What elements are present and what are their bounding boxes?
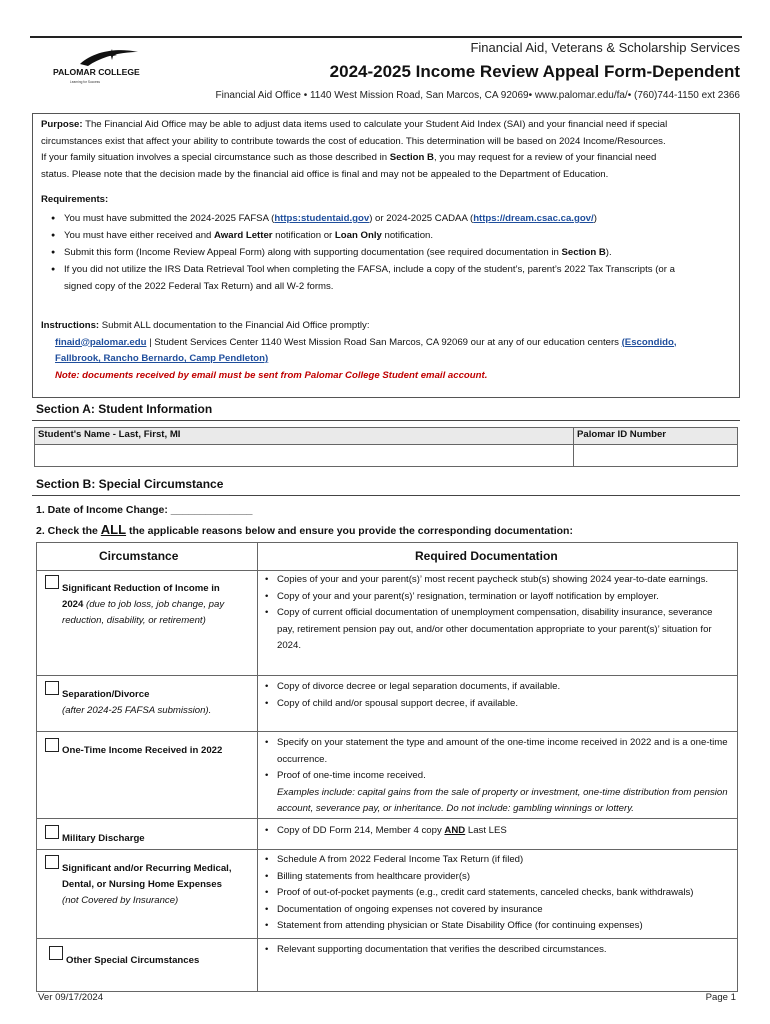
column-divider — [257, 543, 258, 991]
circumstance-header: Circumstance — [99, 549, 179, 563]
header-rule — [30, 36, 742, 38]
medical-expenses-label: Significant and/or Recurring Medical, Dental, or Nursing Home Expenses (not Covered by Insurance) — [62, 863, 232, 906]
doc-item: • Copy of divorce decree or legal separation documents, if available. — [265, 679, 731, 696]
medical-expenses-docs — [265, 852, 731, 935]
one-time-income-label: One-Time Income Received in 2022 — [62, 745, 223, 756]
row-divider — [37, 731, 737, 732]
section-a-rule — [32, 420, 740, 421]
section-b-rule — [32, 495, 740, 496]
email-note: Note: documents received by email must be sent from Palomar College Student email account. — [55, 369, 488, 381]
instructions-text: Instructions: Submit ALL documentation to the Financial Aid Office promptly: finaid@palomar.edu | Student Services Center 1140 West Mission Road San Marcos, CA 92069 our at any of our education centers (Escondido, Fallbrook, Rancho Bernardo, Camp Pendleton) Note: documents received by email must be sent from Palomar College Student email account. — [41, 320, 677, 381]
version-label: Ver 09/17/2024 — [38, 992, 104, 1003]
doc-item: • Schedule A from 2022 Federal Income Tax Return (if filed) — [265, 852, 731, 869]
department-name: Financial Aid, Veterans & Scholarship Services — [470, 40, 740, 55]
requirement-item: ● You must have either received and Award Letter notification or Loan Only notification. — [51, 227, 675, 244]
military-discharge-docs — [265, 823, 731, 840]
info-box — [32, 113, 740, 398]
student-name-field[interactable] — [35, 445, 574, 467]
education-centers-link[interactable]: (Escondido, — [621, 336, 677, 348]
doc-item: • Relevant supporting documentation that verifies the described circumstances. — [265, 942, 731, 959]
purpose-text: Purpose: The Financial Aid Office may be able to adjust data items used to calculate your Student Aid Index (SAI) and your financial need if special circumstances exist that affect your ability to contribute towards the cost of education. This determination will be based on 2024 Income/Resources. If your family situation involves a special circumstance such as those described in Section B, you may request for a review of your financial need status. Please note that the decision made by the financial aid office is final and may not be appealed to the Department of Education. — [41, 119, 668, 180]
doc-item: • Copies of your and your parent(s)’ most recent paycheck stub(s) showing 2024 year-to-date earnings. — [265, 572, 731, 589]
other-circumstances-label: Other Special Circumstances — [66, 955, 200, 966]
doc-item: • Copy of your and your parent(s)’ resignation, termination or layoff notification by employer. — [265, 589, 731, 606]
studentaid-link[interactable]: https:studentaid.gov — [274, 213, 370, 224]
one-time-income-examples: Examples include: capital gains from the sale of property or investment, one-time distribution from pension account, severance pay, or inheritance. Do not include: gambling winnings or lottery. — [277, 786, 728, 814]
requirement-item: ● Submit this form (Income Review Appeal Form) along with supporting documentation (see required documentation in Section B). — [51, 244, 675, 261]
student-name-header: Student's Name - Last, First, MI — [35, 428, 574, 445]
one-time-income-docs — [265, 735, 731, 818]
page-number: Page 1 — [705, 992, 736, 1003]
doc-item: • Copy of DD Form 214, Member 4 copy AND Last LES — [265, 823, 731, 840]
palomar-id-field[interactable] — [574, 445, 738, 467]
circumstance-table — [36, 542, 738, 992]
reduction-of-income-docs — [265, 572, 731, 655]
row-divider — [37, 818, 737, 819]
doc-item: • Proof of one-time income received. — [265, 768, 731, 785]
check-all-instruction: 2. Check the ALL the applicable reasons below and ensure you provide the corresponding documentation: — [36, 522, 573, 537]
one-time-income-checkbox[interactable] — [45, 738, 59, 752]
medical-expenses-checkbox[interactable] — [45, 855, 59, 869]
form-title: 2024-2025 Income Review Appeal Form-Dependent — [329, 62, 740, 81]
palomar-id-header: Palomar ID Number — [574, 428, 738, 445]
row-divider — [37, 570, 737, 571]
military-discharge-label: Military Discharge — [62, 833, 145, 844]
other-circumstances-checkbox[interactable] — [49, 946, 63, 960]
dream-csac-link[interactable]: https://dream.csac.ca.gov/ — [473, 213, 594, 224]
logo-text: PALOMAR COLLEGE — [53, 67, 140, 77]
logo-tagline: Learning for Success — [70, 80, 100, 84]
military-discharge-checkbox[interactable] — [45, 825, 59, 839]
row-divider — [37, 849, 737, 850]
palomar-college-logo — [50, 46, 146, 86]
separation-divorce-docs — [265, 679, 731, 712]
requirements-label: Requirements: — [41, 194, 109, 205]
other-circumstances-docs — [265, 942, 731, 959]
doc-item: • Statement from attending physician or State Disability Office (for continuing expenses) — [265, 918, 731, 935]
documentation-header: Required Documentation — [415, 549, 558, 563]
separation-divorce-checkbox[interactable] — [45, 681, 59, 695]
row-divider — [37, 675, 737, 676]
doc-item: • Documentation of ongoing expenses not covered by insurance — [265, 902, 731, 919]
separation-divorce-label: Separation/Divorce (after 2024-25 FAFSA submission). — [62, 689, 212, 716]
reduction-of-income-label: Significant Reduction of Income in 2024 (due to job loss, job change, pay reduction, disability, or retirement) — [62, 583, 225, 626]
reduction-of-income-checkbox[interactable] — [45, 575, 59, 589]
contact-line: Financial Aid Office • 1140 West Mission Road, San Marcos, CA 92069• www.palomar.edu/fa/• (760)744-1150 ext 2366 — [215, 90, 740, 101]
doc-item: • Proof of out-of-pocket payments (e.g., credit card statements, canceled checks, bank withdrawals) — [265, 885, 731, 902]
doc-item: • Copy of current official documentation of unemployment compensation, disability insurance, severance pay, retirement pension pay out, and/or other documentation appropriate to your parent(s)’ situation for 2024. — [265, 605, 731, 655]
date-of-income-change[interactable]: 1. Date of Income Change: ______________ — [36, 504, 253, 516]
requirements-list — [51, 210, 675, 295]
doc-item: • Billing statements from healthcare provider(s) — [265, 869, 731, 886]
requirement-item: ● If you did not utilize the IRS Data Retrieval Tool when completing the FAFSA, include a copy of the student’s, parent’s 2022 Tax Transcripts (or a signed copy of the 2022 Federal Tax Return) and all W-2 forms. — [51, 261, 675, 295]
student-info-table — [34, 427, 738, 467]
section-b-title: Section B: Special Circumstance — [36, 477, 224, 491]
finaid-email-link[interactable]: finaid@palomar.edu — [55, 336, 147, 348]
row-divider — [37, 938, 737, 939]
doc-item: • Specify on your statement the type and amount of the one-time income received in 2022 and is a one-time occurrence. — [265, 735, 731, 768]
education-centers-link-2[interactable]: Fallbrook, Rancho Bernardo, Camp Pendleton) — [55, 353, 269, 364]
doc-item: • Copy of child and/or spousal support decree, if available. — [265, 696, 731, 713]
requirement-item: ● You must have submitted the 2024-2025 FAFSA (https:studentaid.gov) or 2024-2025 CADAA (https://dream.csac.ca.gov/) — [51, 210, 675, 227]
section-a-title: Section A: Student Information — [36, 402, 213, 416]
